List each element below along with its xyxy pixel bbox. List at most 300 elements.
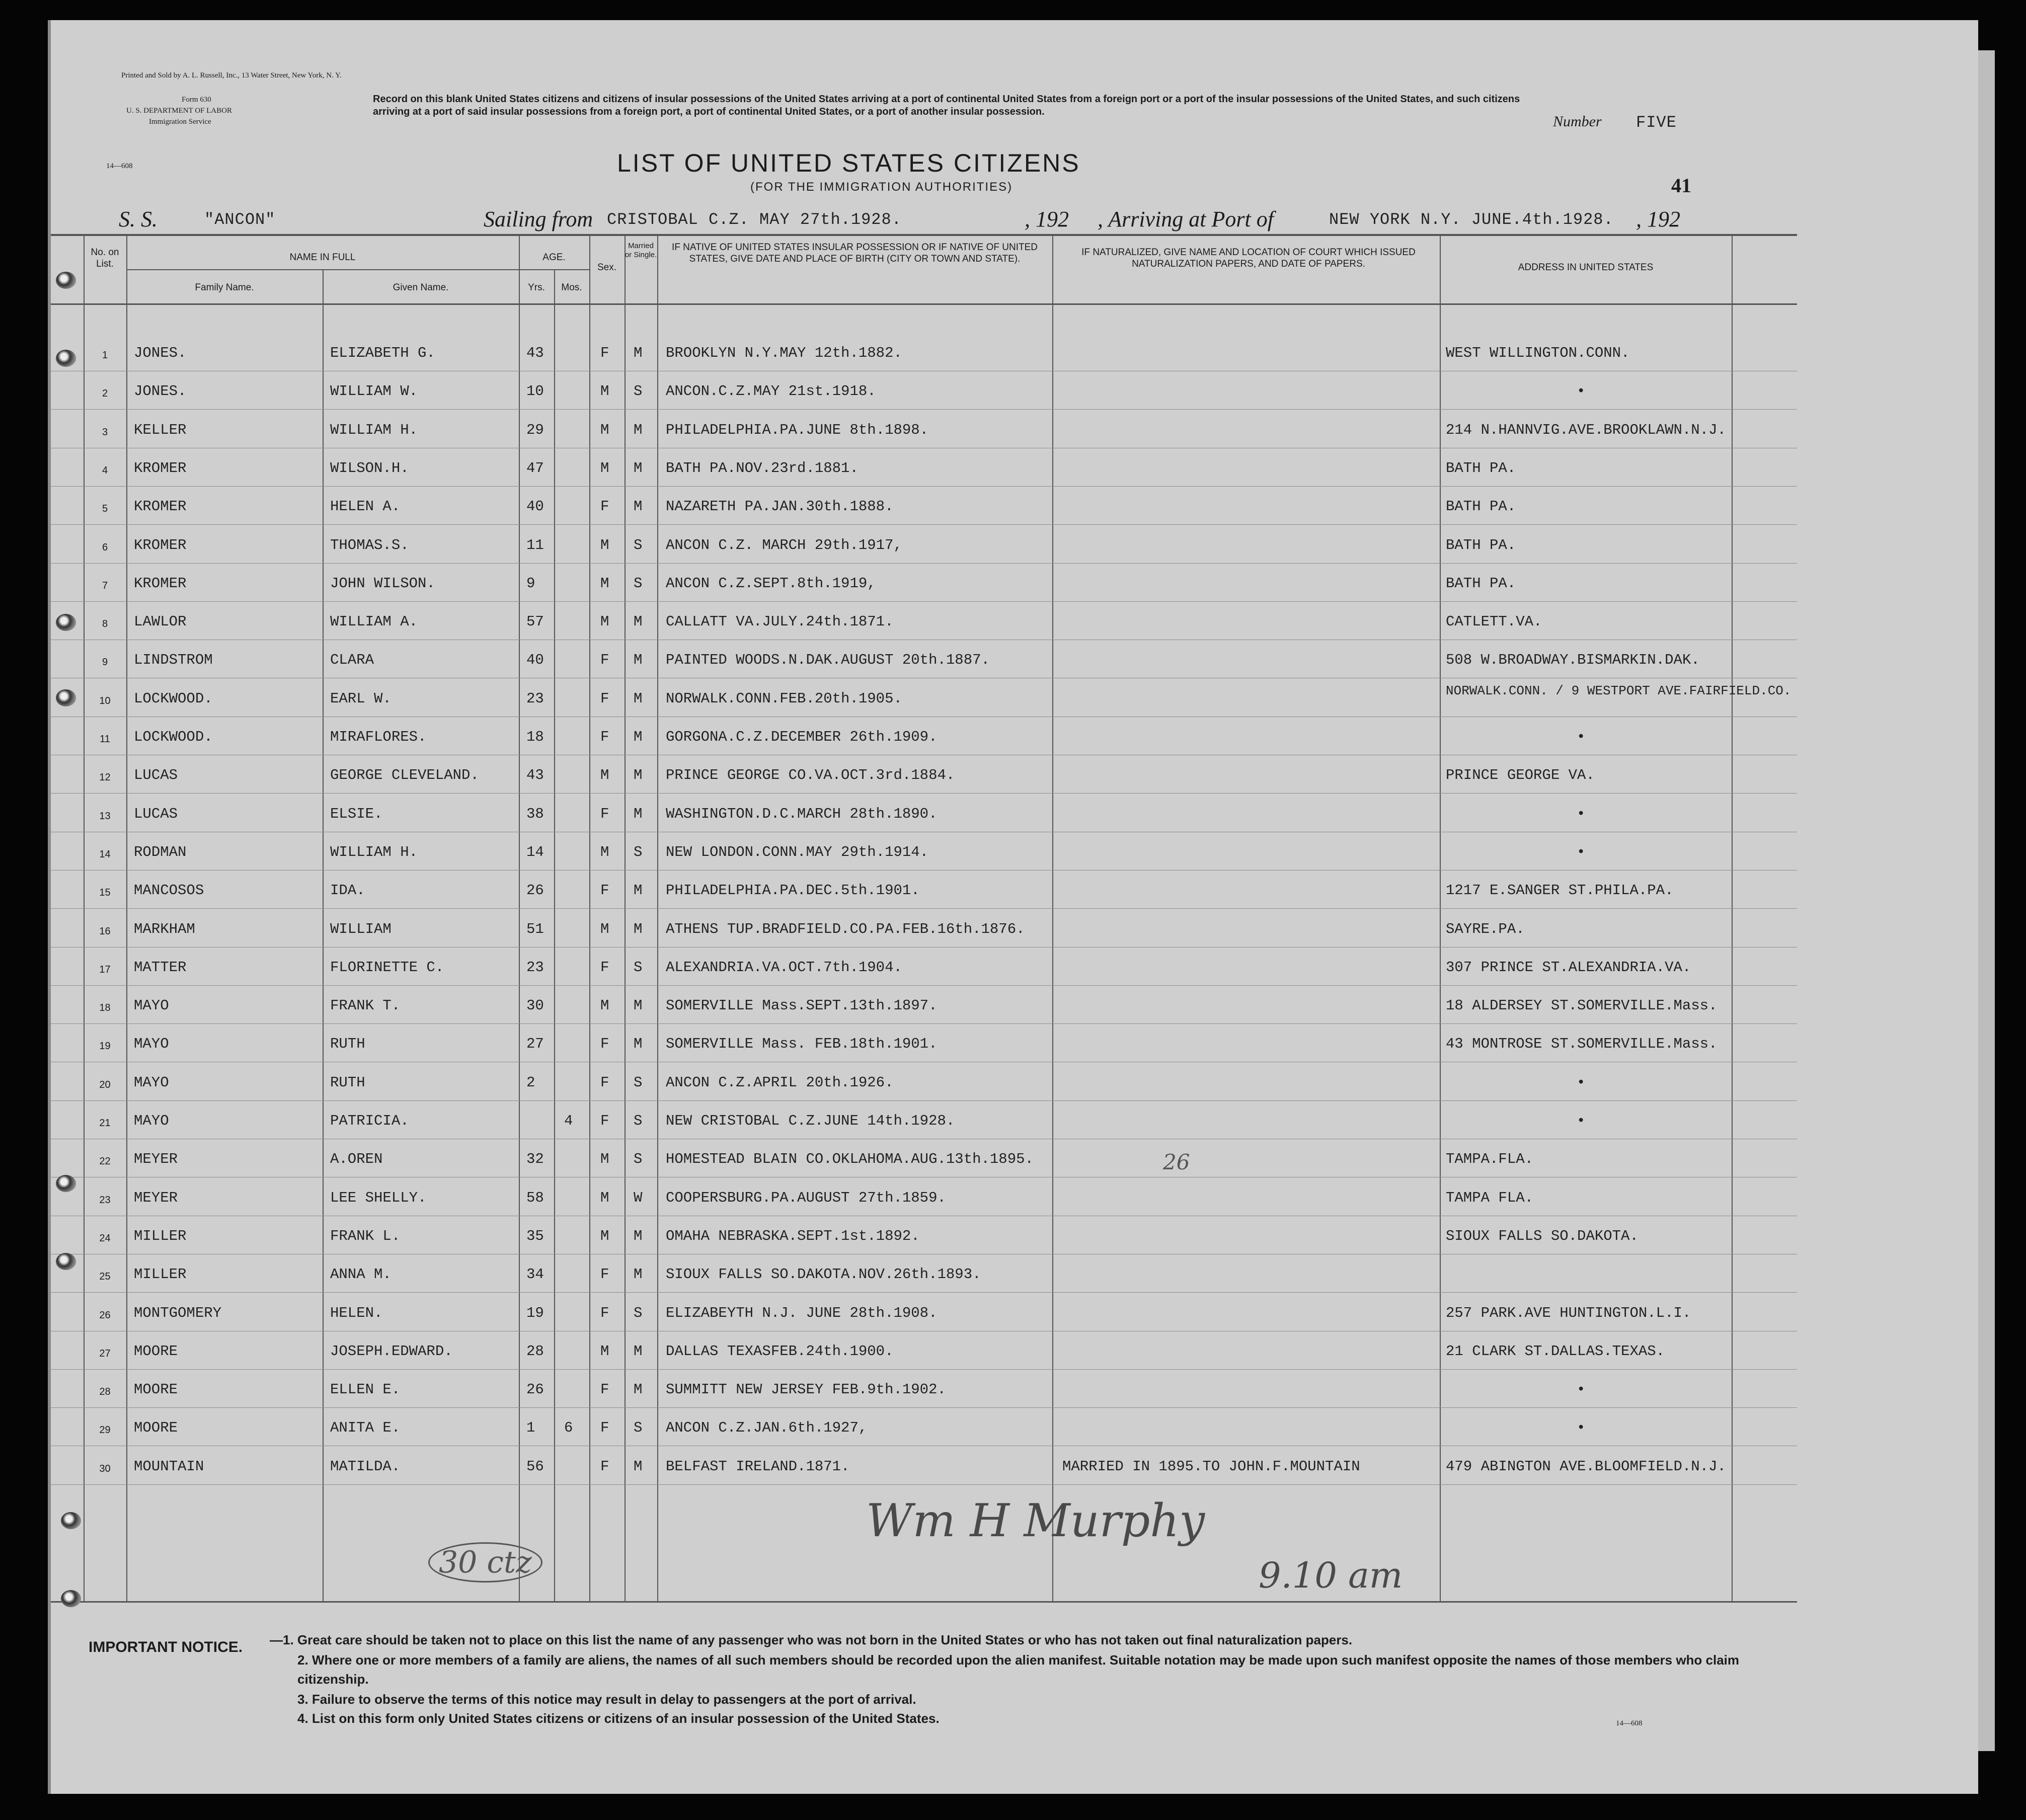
- given-name: ELLEN E.: [330, 1381, 401, 1398]
- age-months: 4: [564, 1113, 573, 1129]
- us-address: BATH PA.: [1446, 537, 1516, 553]
- row-number: 15: [99, 887, 111, 898]
- row-number: 13: [99, 811, 111, 822]
- ss-label: S. S.: [119, 207, 158, 231]
- table-row: [51, 1305, 1732, 1335]
- family-name: MARKHAM: [134, 921, 195, 937]
- service-name: Immigration Service: [149, 118, 211, 126]
- table-row: [51, 1228, 1732, 1258]
- given-name: FRANK L.: [330, 1228, 401, 1244]
- us-address: SIOUX FALLS SO.DAKOTA.: [1446, 1228, 1639, 1244]
- marital-status: M: [634, 613, 643, 630]
- col-header-naturalized: IF NATURALIZED, GIVE NAME AND LOCATION OF COURT WHICH ISSUED NATURALIZATION PAPERS, AND DATE OF PAPERS.: [1081, 247, 1416, 269]
- birth-place-date: ANCON.C.Z.MAY 21st.1918.: [666, 383, 876, 400]
- table-header-rule: [48, 303, 1797, 305]
- age-years: 23: [526, 959, 544, 976]
- year-suffix-1: , 192: [1025, 207, 1069, 231]
- sex: M: [600, 1190, 609, 1206]
- row-rule: [48, 1484, 1797, 1485]
- row-rule: [48, 409, 1797, 410]
- birth-place-date: BELFAST IRELAND.1871.: [666, 1458, 850, 1475]
- sex: F: [600, 1458, 609, 1475]
- family-name: MAYO: [134, 1036, 169, 1052]
- sex: F: [600, 1074, 609, 1091]
- year-suffix-2: , 192: [1636, 207, 1680, 231]
- marital-status: W: [634, 1190, 643, 1206]
- given-name: FRANK T.: [330, 997, 401, 1014]
- marital-status: M: [634, 1036, 643, 1052]
- binder-hole: [56, 689, 76, 706]
- sailing-label: Sailing from: [484, 207, 593, 231]
- row-rule: [48, 1100, 1797, 1101]
- given-name: WILSON.H.: [330, 460, 409, 477]
- row-number: 3: [102, 427, 108, 438]
- row-number: 8: [102, 618, 108, 629]
- col-header-mos: Mos.: [561, 282, 582, 293]
- arriving-port: NEW YORK N.Y. JUNE.4th.1928.: [1329, 210, 1614, 229]
- number-label: Number: [1553, 113, 1602, 130]
- given-name: MATILDA.: [330, 1458, 401, 1475]
- family-name: LOCKWOOD.: [134, 729, 213, 745]
- table-row: [51, 844, 1732, 874]
- given-name: RUTH: [330, 1074, 365, 1091]
- table-row: [51, 1266, 1732, 1296]
- sex: F: [600, 690, 609, 707]
- birth-place-date: PHILADELPHIA.PA.JUNE 8th.1898.: [666, 422, 929, 438]
- sex: M: [600, 537, 609, 553]
- us-address: TAMPA.FLA.: [1446, 1151, 1534, 1167]
- department-name: U. S. DEPARTMENT OF LABOR: [126, 107, 232, 115]
- family-name: LINDSTROM: [134, 652, 213, 668]
- row-number: 14: [99, 849, 111, 860]
- row-number: 27: [99, 1348, 111, 1359]
- col-header-age: AGE.: [542, 252, 566, 263]
- row-number: 21: [99, 1118, 111, 1129]
- row-number: 20: [99, 1079, 111, 1090]
- us-address: 21 CLARK ST.DALLAS.TEXAS.: [1446, 1343, 1665, 1360]
- family-name: MATTER: [134, 959, 187, 976]
- us-address: NORWALK.CONN. / 9 WESTPORT AVE.FAIRFIELD.CO.: [1446, 683, 1791, 698]
- sex: F: [600, 652, 609, 668]
- col-header-family: Family Name.: [195, 282, 254, 293]
- age-years: 43: [526, 345, 544, 361]
- table-row: [51, 1113, 1732, 1143]
- form-code: 14—608: [106, 162, 133, 170]
- notice-heading: IMPORTANT NOTICE.: [89, 1639, 243, 1655]
- age-years: 47: [526, 460, 544, 477]
- marital-status: M: [634, 690, 643, 707]
- family-name: KROMER: [134, 575, 187, 592]
- given-name: HELEN A.: [330, 498, 401, 515]
- us-address: •: [1577, 806, 1586, 822]
- marital-status: M: [634, 882, 643, 899]
- family-name: MOORE: [134, 1381, 178, 1398]
- birth-place-date: SOMERVILLE Mass.SEPT.13th.1897.: [666, 997, 938, 1014]
- row-number: 18: [99, 1002, 111, 1013]
- table-row: [51, 460, 1732, 490]
- row-rule: [48, 601, 1797, 602]
- birth-place-date: GORGONA.C.Z.DECEMBER 26th.1909.: [666, 729, 938, 745]
- arriving-label: , Arriving at Port of: [1098, 207, 1274, 231]
- us-address: SAYRE.PA.: [1446, 921, 1525, 937]
- marital-status: M: [634, 806, 643, 822]
- row-number: 30: [99, 1463, 111, 1474]
- row-rule: [48, 486, 1797, 487]
- marital-status: S: [634, 383, 643, 400]
- us-address: BATH PA.: [1446, 575, 1516, 592]
- family-name: MONTGOMERY: [134, 1305, 222, 1321]
- row-number: 23: [99, 1195, 111, 1206]
- age-years: 56: [526, 1458, 544, 1475]
- age-years: 27: [526, 1036, 544, 1052]
- family-name: LAWLOR: [134, 613, 187, 630]
- naturalization: MARRIED IN 1895.TO JOHN.F.MOUNTAIN: [1062, 1458, 1360, 1475]
- birth-place-date: ANCON C.Z.JAN.6th.1927,: [666, 1419, 868, 1436]
- age-years: 26: [526, 1381, 544, 1398]
- table-row: [51, 1458, 1732, 1488]
- sex: F: [600, 1113, 609, 1129]
- given-name: A.OREN: [330, 1151, 383, 1167]
- age-years: 2: [526, 1074, 535, 1091]
- birth-place-date: ANCON C.Z. MARCH 29th.1917,: [666, 537, 902, 553]
- family-name: MILLER: [134, 1228, 187, 1244]
- ship-name: "ANCON": [204, 210, 276, 229]
- given-name: GEORGE CLEVELAND.: [330, 767, 479, 783]
- sex: M: [600, 460, 609, 477]
- us-address: •: [1577, 383, 1586, 400]
- col-header-sex: Sex.: [597, 262, 617, 273]
- row-number: 10: [99, 695, 111, 706]
- name-subheader-rule: [126, 269, 589, 270]
- time-note: 9.10 am: [1259, 1555, 1403, 1596]
- table-row: [51, 921, 1732, 951]
- sex: M: [600, 422, 609, 438]
- table-row: [51, 345, 1732, 375]
- marital-status: M: [634, 921, 643, 937]
- marital-status: M: [634, 1381, 643, 1398]
- family-name: LUCAS: [134, 806, 178, 822]
- sex: M: [600, 997, 609, 1014]
- row-number: 25: [99, 1271, 111, 1282]
- birth-place-date: COOPERSBURG.PA.AUGUST 27th.1859.: [666, 1190, 946, 1206]
- row-number: 28: [99, 1386, 111, 1397]
- row-number: 24: [99, 1233, 111, 1244]
- birth-place-date: PHILADELPHIA.PA.DEC.5th.1901.: [666, 882, 920, 899]
- table-row: [51, 1036, 1732, 1066]
- marital-status: S: [634, 537, 643, 553]
- us-address: WEST WILLINGTON.CONN.: [1446, 345, 1630, 361]
- col-header-name: NAME IN FULL: [289, 252, 356, 263]
- binder-hole: [56, 272, 76, 289]
- age-years: 35: [526, 1228, 544, 1244]
- birth-place-date: OMAHA NEBRASKA.SEPT.1st.1892.: [666, 1228, 920, 1244]
- family-name: MILLER: [134, 1266, 187, 1283]
- us-address: TAMPA FLA.: [1446, 1190, 1534, 1206]
- us-address: 508 W.BROADWAY.BISMARKIN.DAK.: [1446, 652, 1700, 668]
- age-years: 40: [526, 652, 544, 668]
- given-name: JOHN WILSON.: [330, 575, 435, 592]
- list-number: FIVE: [1636, 113, 1677, 132]
- birth-place-date: ELIZABEYTH N.J. JUNE 28th.1908.: [666, 1305, 938, 1321]
- given-name: ANITA E.: [330, 1419, 401, 1436]
- age-years: 18: [526, 729, 544, 745]
- birth-place-date: ALEXANDRIA.VA.OCT.7th.1904.: [666, 959, 902, 976]
- age-years: 14: [526, 844, 544, 860]
- marital-status: M: [634, 1228, 643, 1244]
- table-row: [51, 575, 1732, 605]
- notice-item-1: —1. Great care should be taken not to place on this list the name of any passenger who was not born in the United States or who has not taken out final naturalization papers.: [270, 1632, 1353, 1647]
- birth-place-date: SOMERVILLE Mass. FEB.18th.1901.: [666, 1036, 938, 1052]
- marital-status: M: [634, 767, 643, 783]
- row-number: 29: [99, 1425, 111, 1436]
- table-top-rule: [48, 234, 1797, 236]
- birth-place-date: PAINTED WOODS.N.DAK.AUGUST 20th.1887.: [666, 652, 990, 668]
- table-row: [51, 729, 1732, 759]
- age-years: 10: [526, 383, 544, 400]
- given-name: EARL W.: [330, 690, 392, 707]
- sex: M: [600, 767, 609, 783]
- col-divider: [1732, 234, 1733, 1602]
- table-row: [51, 997, 1732, 1027]
- instructions-text: Record on this blank United States citizens and citizens of insular possessions of the United States arriving at a port of continental United States from a foreign port or a port of the insular possessions of the United States, and such citizens arriving at a port of said insular possessions from a foreign port, a port of continental United States, or a port of another insular possession.: [373, 94, 1520, 117]
- binder-hole: [61, 1590, 81, 1607]
- table-row: [51, 498, 1732, 528]
- handwritten-26: 26: [1163, 1150, 1190, 1174]
- table-row: [51, 806, 1732, 836]
- marital-status: M: [634, 345, 643, 361]
- col-header-given: Given Name.: [393, 282, 449, 293]
- given-name: LEE SHELLY.: [330, 1190, 427, 1206]
- row-rule: [48, 870, 1797, 871]
- marital-status: S: [634, 1151, 643, 1167]
- us-address: 214 N.HANNVIG.AVE.BROOKLAWN.N.J.: [1446, 422, 1726, 438]
- age-years: 1: [526, 1419, 535, 1436]
- us-address: •: [1577, 844, 1586, 860]
- sex: F: [600, 1305, 609, 1321]
- row-number: 22: [99, 1156, 111, 1167]
- us-address: •: [1577, 1419, 1586, 1436]
- col-header-address: ADDRESS IN UNITED STATES: [1518, 262, 1654, 273]
- row-number: 16: [99, 926, 111, 937]
- us-address: •: [1577, 729, 1586, 745]
- inspector-signature: Wm H Murphy: [866, 1494, 1205, 1547]
- footer-form-code: 14—608: [1616, 1719, 1643, 1727]
- birth-place-date: NAZARETH PA.JAN.30th.1888.: [666, 498, 894, 515]
- family-name: KELLER: [134, 422, 187, 438]
- manifest-sheet: [48, 20, 1978, 1794]
- us-address: 307 PRINCE ST.ALEXANDRIA.VA.: [1446, 959, 1691, 976]
- us-address: 257 PARK.AVE HUNTINGTON.L.I.: [1446, 1305, 1691, 1321]
- age-years: 29: [526, 422, 544, 438]
- row-number: 26: [99, 1310, 111, 1321]
- sex: F: [600, 345, 609, 361]
- row-number: 4: [102, 465, 108, 476]
- table-row: [51, 882, 1732, 912]
- family-name: MANCOSOS: [134, 882, 204, 899]
- marital-status: S: [634, 1113, 643, 1129]
- table-row: [51, 1151, 1732, 1181]
- sex: F: [600, 1381, 609, 1398]
- age-years: 40: [526, 498, 544, 515]
- table-bottom-rule: [48, 1601, 1797, 1603]
- binder-hole: [56, 614, 76, 631]
- row-number: 2: [102, 388, 108, 399]
- row-number: 19: [99, 1041, 111, 1052]
- birth-place-date: SUMMITT NEW JERSEY FEB.9th.1902.: [666, 1381, 946, 1398]
- sex: F: [600, 1419, 609, 1436]
- family-name: KROMER: [134, 460, 187, 477]
- row-number: 1: [102, 350, 108, 361]
- col-header-no: No. on List.: [91, 247, 119, 269]
- birth-place-date: ANCON C.Z.SEPT.8th.1919,: [666, 575, 876, 592]
- row-rule: [48, 793, 1797, 794]
- notice-item-3: 3. Failure to observe the terms of this notice may result in delay to passengers at the port of arrival.: [297, 1692, 916, 1707]
- sailing-from: CRISTOBAL C.Z. MAY 27th.1928.: [607, 210, 902, 229]
- given-name: ELSIE.: [330, 806, 383, 822]
- row-rule: [48, 524, 1797, 525]
- citizen-count-note: 30 ctz: [428, 1542, 542, 1582]
- marital-status: S: [634, 575, 643, 592]
- row-rule: [48, 1369, 1797, 1370]
- marital-status: S: [634, 1074, 643, 1091]
- table-row: [51, 422, 1732, 452]
- binder-hole: [56, 350, 76, 367]
- col-header-yrs: Yrs.: [528, 282, 545, 293]
- marital-status: M: [634, 652, 643, 668]
- us-address: •: [1577, 1074, 1586, 1091]
- us-address: PRINCE GEORGE VA.: [1446, 767, 1595, 783]
- given-name: ELIZABETH G.: [330, 345, 435, 361]
- given-name: THOMAS.S.: [330, 537, 409, 553]
- table-row: [51, 1419, 1732, 1450]
- table-row: [51, 767, 1732, 797]
- birth-place-date: WASHINGTON.D.C.MARCH 28th.1890.: [666, 806, 938, 822]
- family-name: MOUNTAIN: [134, 1458, 204, 1475]
- birth-place-date: ATHENS TUP.BRADFIELD.CO.PA.FEB.16th.1876.: [666, 921, 1025, 937]
- us-address: 1217 E.SANGER ST.PHILA.PA.: [1446, 882, 1674, 899]
- table-row: [51, 1343, 1732, 1373]
- table-row: [51, 959, 1732, 989]
- family-name: KROMER: [134, 498, 187, 515]
- sex: M: [600, 1343, 609, 1360]
- age-months: 6: [564, 1419, 573, 1436]
- given-name: HELEN.: [330, 1305, 383, 1321]
- birth-place-date: DALLAS TEXASFEB.24th.1900.: [666, 1343, 894, 1360]
- family-name: RODMAN: [134, 844, 187, 860]
- birth-place-date: NEW CRISTOBAL C.Z.JUNE 14th.1928.: [666, 1113, 955, 1129]
- given-name: WILLIAM H.: [330, 844, 418, 860]
- page-title: LIST OF UNITED STATES CITIZENS: [617, 149, 1080, 177]
- table-row: [51, 1074, 1732, 1104]
- sex: F: [600, 806, 609, 822]
- printer-line: Printed and Sold by A. L. Russell, Inc., 13 Water Street, New York, N. Y.: [121, 71, 342, 80]
- sex: M: [600, 613, 609, 630]
- age-years: 32: [526, 1151, 544, 1167]
- us-address: 479 ABINGTON AVE.BLOOMFIELD.N.J.: [1446, 1458, 1726, 1475]
- us-address: •: [1577, 1113, 1586, 1129]
- row-rule: [48, 908, 1797, 909]
- row-number: 9: [102, 657, 108, 668]
- given-name: RUTH: [330, 1036, 365, 1052]
- age-years: 28: [526, 1343, 544, 1360]
- table-row: [51, 383, 1732, 413]
- family-name: MOORE: [134, 1343, 178, 1360]
- age-years: 9: [526, 575, 535, 592]
- marital-status: S: [634, 959, 643, 976]
- marital-status: M: [634, 1343, 643, 1360]
- sex: M: [600, 383, 609, 400]
- age-years: 43: [526, 767, 544, 783]
- table-row: [51, 1381, 1732, 1411]
- family-name: LOCKWOOD.: [134, 690, 213, 707]
- age-years: 38: [526, 806, 544, 822]
- marital-status: M: [634, 460, 643, 477]
- family-name: MAYO: [134, 997, 169, 1014]
- form-number: Form 630: [182, 96, 211, 104]
- us-address: 18 ALDERSEY ST.SOMERVILLE.Mass.: [1446, 997, 1718, 1014]
- family-name: MAYO: [134, 1074, 169, 1091]
- family-name: MEYER: [134, 1190, 178, 1206]
- given-name: WILLIAM H.: [330, 422, 418, 438]
- row-number: 11: [100, 734, 110, 745]
- row-rule: [48, 1407, 1797, 1408]
- us-address: 43 MONTROSE ST.SOMERVILLE.Mass.: [1446, 1036, 1718, 1052]
- sex: F: [600, 882, 609, 899]
- us-address: BATH PA.: [1446, 498, 1516, 515]
- age-years: 34: [526, 1266, 544, 1283]
- birth-place-date: PRINCE GEORGE CO.VA.OCT.3rd.1884.: [666, 767, 955, 783]
- given-name: WILLIAM: [330, 921, 392, 937]
- marital-status: S: [634, 1305, 643, 1321]
- age-years: 57: [526, 613, 544, 630]
- binder-hole: [56, 1175, 76, 1192]
- marital-status: S: [634, 1419, 643, 1436]
- row-number: 5: [102, 503, 108, 514]
- binder-hole: [56, 1253, 76, 1270]
- family-name: MAYO: [134, 1113, 169, 1129]
- sex: F: [600, 959, 609, 976]
- birth-place-date: SIOUX FALLS SO.DAKOTA.NOV.26th.1893.: [666, 1266, 981, 1283]
- birth-place-date: BATH PA.NOV.23rd.1881.: [666, 460, 859, 477]
- row-rule: [48, 563, 1797, 564]
- family-name: JONES.: [134, 383, 187, 400]
- sex: F: [600, 729, 609, 745]
- table-row: [51, 537, 1732, 567]
- family-name: LUCAS: [134, 767, 178, 783]
- page-subtitle: (FOR THE IMMIGRATION AUTHORITIES): [750, 180, 1013, 194]
- birth-place-date: NEW LONDON.CONN.MAY 29th.1914.: [666, 844, 929, 860]
- row-rule: [48, 985, 1797, 986]
- us-address: BATH PA.: [1446, 460, 1516, 477]
- row-number: 6: [102, 542, 108, 553]
- given-name: WILLIAM A.: [330, 613, 418, 630]
- sex: M: [600, 844, 609, 860]
- age-years: 19: [526, 1305, 544, 1321]
- us-address: CATLETT.VA.: [1446, 613, 1542, 630]
- birth-place-date: NORWALK.CONN.FEB.20th.1905.: [666, 690, 902, 707]
- given-name: IDA.: [330, 882, 365, 899]
- family-name: JONES.: [134, 345, 187, 361]
- age-years: 11: [526, 537, 544, 553]
- given-name: JOSEPH.EDWARD.: [330, 1343, 453, 1360]
- marital-status: M: [634, 422, 643, 438]
- family-name: KROMER: [134, 537, 187, 553]
- notice-item-2: 2. Where one or more members of a family are aliens, the names of all such members should be recorded upon the alien manifest. Suitable notation may be made upon such manifest opposite the names of those members who claim citizenship.: [297, 1652, 1740, 1687]
- age-years: 51: [526, 921, 544, 937]
- row-rule: [48, 1023, 1797, 1024]
- family-name: MEYER: [134, 1151, 178, 1167]
- given-name: FLORINETTE C.: [330, 959, 444, 976]
